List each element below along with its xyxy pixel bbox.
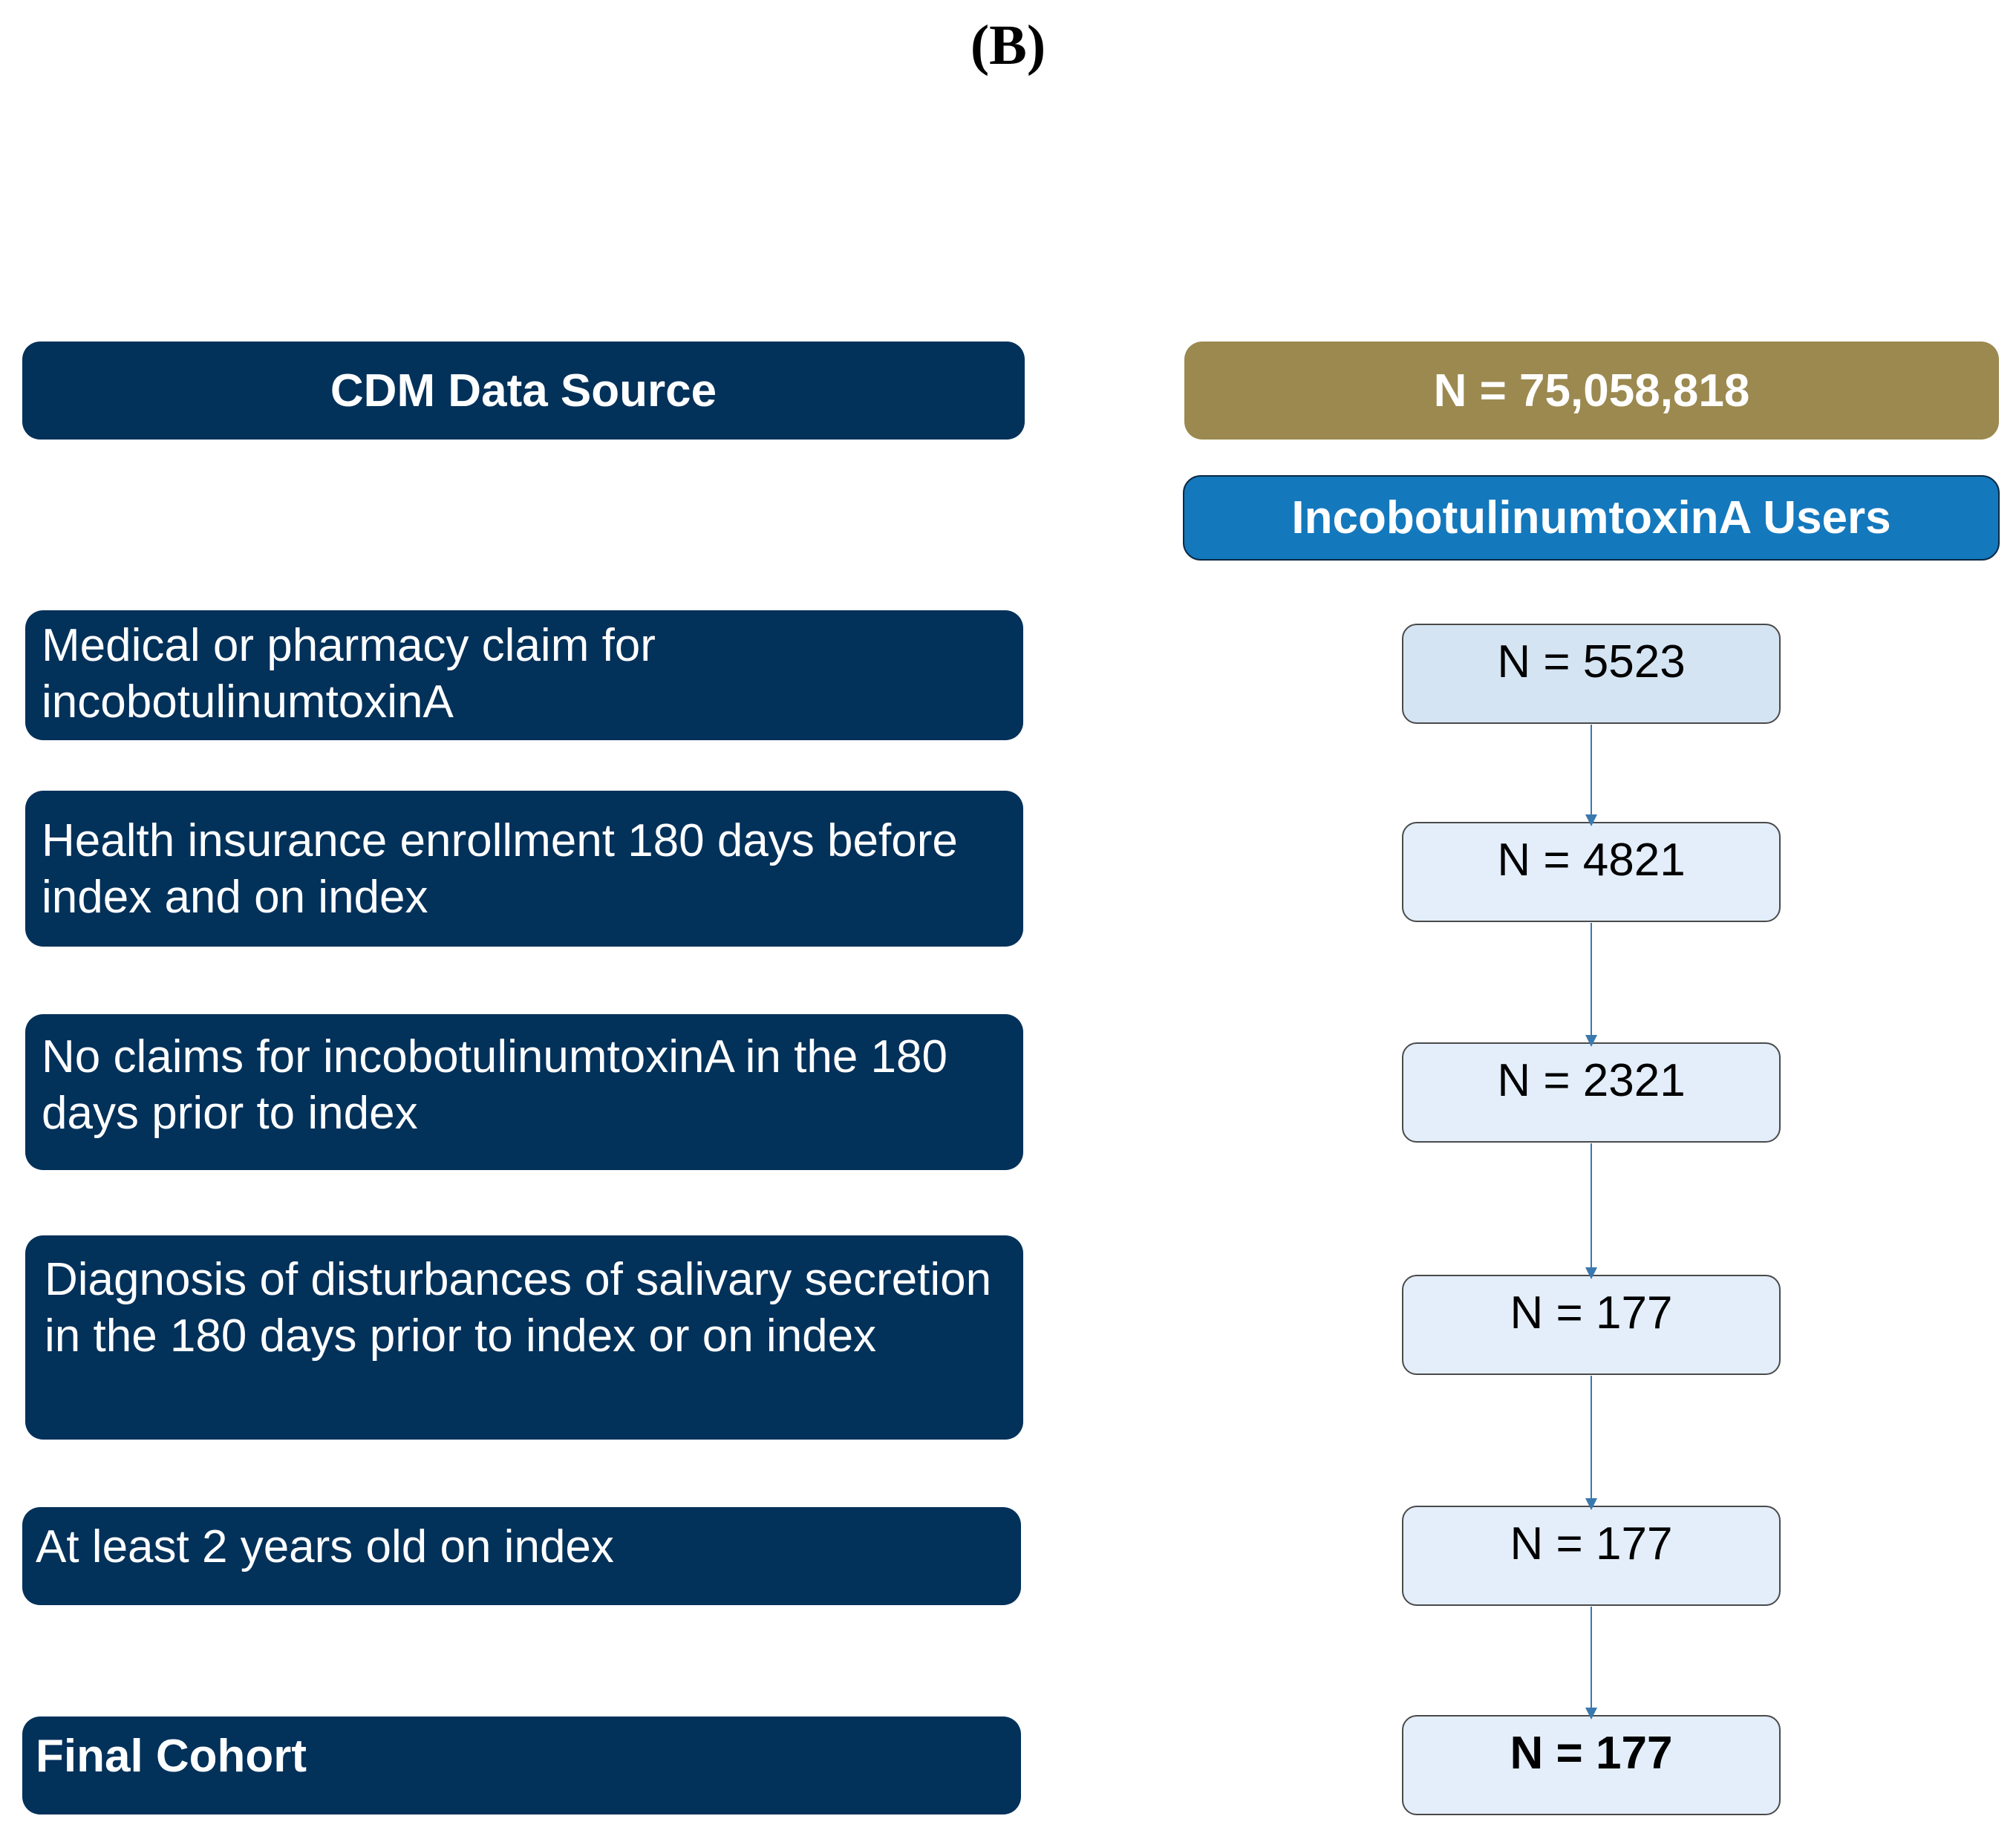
count-box-2 <box>1402 822 1781 922</box>
cohort-title-box <box>1183 475 2000 561</box>
count-value: N = 5523 <box>1497 636 1686 687</box>
criterion-box-1 <box>25 610 1023 740</box>
count-box-5 <box>1402 1506 1781 1606</box>
cohort-title: IncobotulinumtoxinA Users <box>1291 492 1891 543</box>
criterion-text: No claims for incobotulinumtoxinA in the 180 days prior to index <box>42 1031 947 1139</box>
criterion-text: At least 2 years old on index <box>36 1521 614 1572</box>
count-value: N = 2321 <box>1497 1055 1686 1106</box>
criterion-text: Medical or pharmacy claim for incobotulinumtoxinA <box>42 620 656 728</box>
criterion-box-5 <box>22 1507 1021 1605</box>
criterion-box-4 <box>25 1235 1023 1440</box>
data-source-label: CDM Data Source <box>330 365 717 417</box>
final-cohort-box <box>22 1716 1021 1814</box>
final-cohort-label: Final Cohort <box>36 1731 307 1782</box>
criterion-box-3 <box>25 1014 1023 1170</box>
panel-label: (B) <box>970 14 1046 76</box>
data-source-box <box>22 342 1025 440</box>
criterion-box-2 <box>25 791 1023 947</box>
count-box-4 <box>1402 1275 1781 1375</box>
count-value: N = 177 <box>1510 1518 1673 1569</box>
criterion-text: Health insurance enrollment 180 days before index and on index <box>42 815 958 923</box>
count-box-3 <box>1402 1042 1781 1143</box>
source-count: N = 75,058,818 <box>1433 365 1750 417</box>
final-count-box <box>1402 1715 1781 1815</box>
source-count-box <box>1184 342 1999 440</box>
count-value: N = 177 <box>1510 1287 1673 1339</box>
count-box-1 <box>1402 624 1781 724</box>
criterion-text: Diagnosis of disturbances of salivary secretion in the 180 days prior to index or on index <box>45 1254 992 1362</box>
count-value: N = 4821 <box>1497 834 1686 886</box>
final-count-value: N = 177 <box>1510 1728 1673 1779</box>
